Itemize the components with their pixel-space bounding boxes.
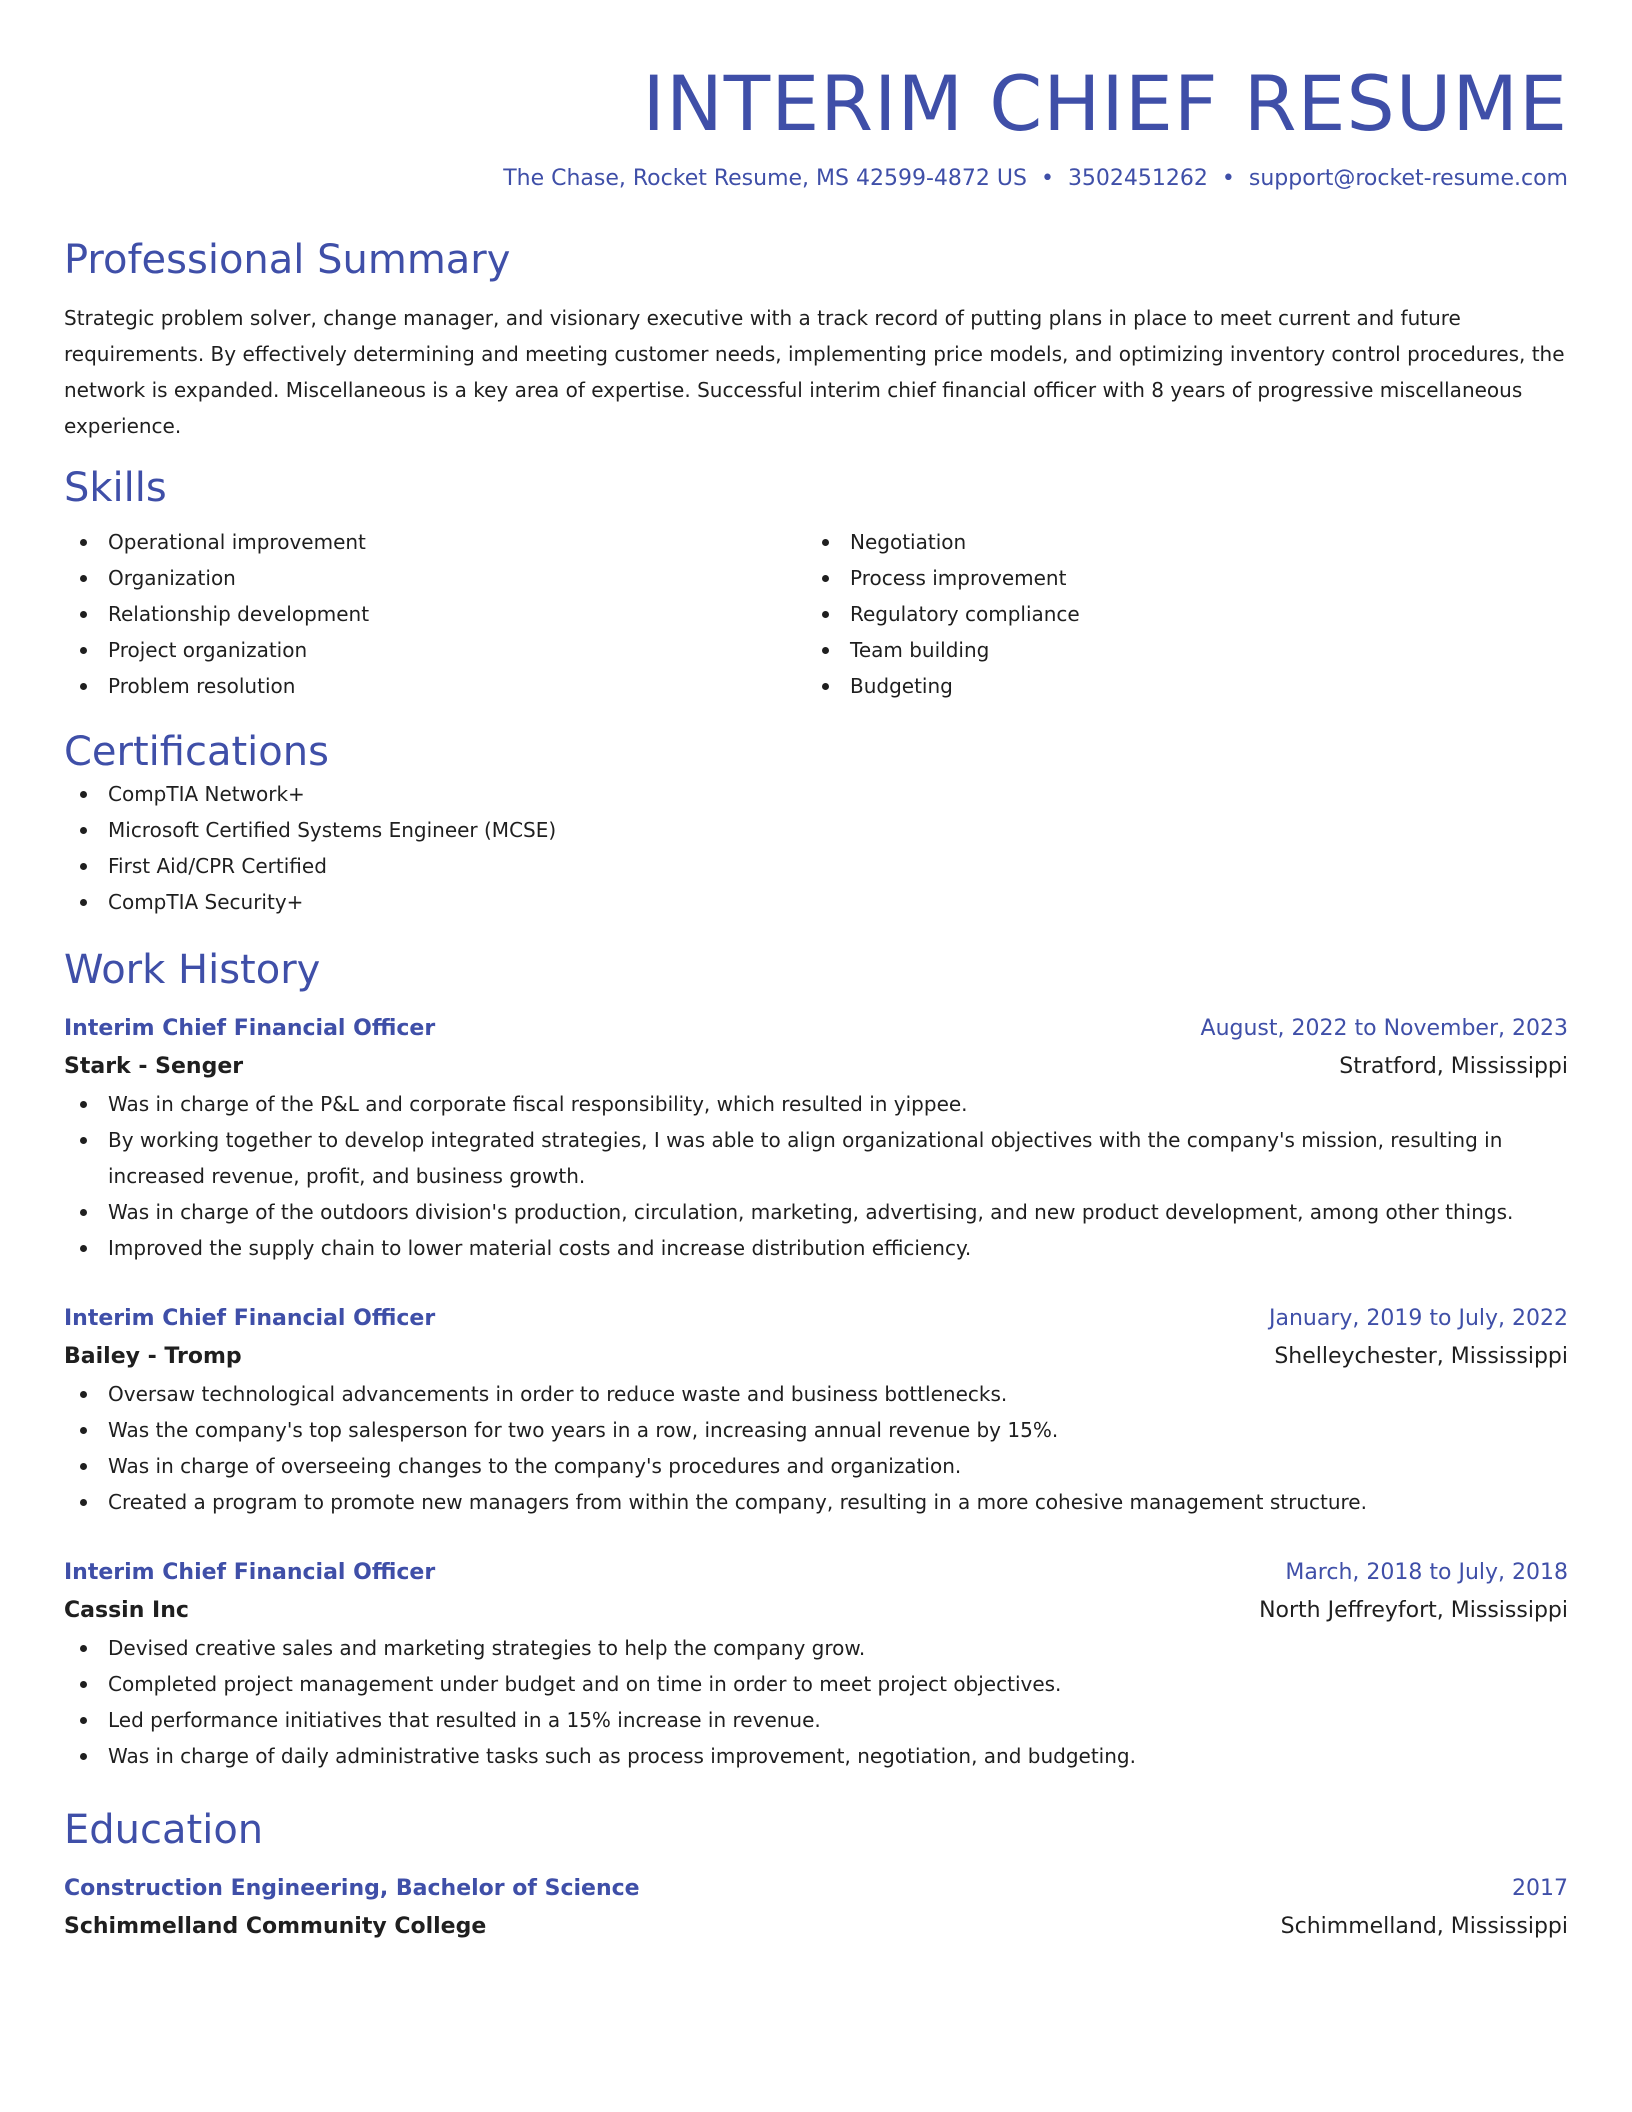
job-entry [64,1010,1568,1266]
job-entry [64,1554,1568,1774]
certification-item: First Aid/CPR Certified [64,848,1568,884]
job-employer-row [64,1338,1568,1376]
certification-item: CompTIA Network+ [64,776,1568,812]
work-history-heading: Work History [64,947,321,993]
job-dates: March, 2018 to July, 2018 [1285,1560,1568,1585]
skills-column-left [64,524,806,704]
skill-item: Team building [806,632,1548,668]
education-heading: Education [64,1807,264,1853]
education-year: 2017 [1512,1876,1568,1901]
job-title: Interim Chief Financial Officer [64,1560,436,1585]
skill-item: Process improvement [806,560,1548,596]
job-dates: January, 2019 to July, 2022 [1269,1306,1568,1331]
job-location: North Jeffreyfort, Mississippi [1259,1598,1568,1623]
contact-phone: 3502451262 [1067,166,1208,191]
contact-separator: • [1221,166,1235,191]
job-bullet: Was in charge of overseeing changes to the company's procedures and organization. [64,1448,1568,1484]
skills-list-left [64,524,806,704]
contact-address: The Chase, Rocket Resume, MS 42599-4872 US [503,166,1027,191]
skills-heading: Skills [64,465,167,511]
job-employer: Cassin Inc [64,1598,189,1623]
skill-item: Problem resolution [64,668,806,704]
education-degree: Construction Engineering, Bachelor of Science [64,1876,640,1901]
contact-separator: • [1040,166,1054,191]
education-school-row [64,1908,1568,1946]
job-bullet: Led performance initiatives that resulted in a 15% increase in revenue. [64,1702,1568,1738]
certification-item: Microsoft Certified Systems Engineer (MCSE) [64,812,1568,848]
job-bullet: Devised creative sales and marketing strategies to help the company grow. [64,1630,1568,1666]
job-bullet: Completed project management under budget and on time in order to meet project objectives. [64,1666,1568,1702]
job-entry [64,1300,1568,1520]
job-bullets [64,1086,1568,1266]
job-bullets [64,1376,1568,1520]
job-bullet: Oversaw technological advancements in order to reduce waste and business bottlenecks. [64,1376,1568,1412]
job-title: Interim Chief Financial Officer [64,1306,436,1331]
education-entry [64,1870,1568,1946]
job-bullet: Improved the supply chain to lower material costs and increase distribution efficiency. [64,1230,1568,1266]
job-employer: Stark - Senger [64,1054,244,1079]
job-bullet: By working together to develop integrated strategies, I was able to align organizational objectives with the company's mission, resulting in increased revenue, profit, and business growth. [64,1122,1568,1194]
education-location: Schimmelland, Mississippi [1280,1914,1568,1939]
skills-column-right [806,524,1548,704]
job-header-row [64,1300,1568,1338]
education-school: Schimmelland Community College [64,1914,487,1939]
skills-list-right [806,524,1548,704]
resume-page [64,0,1568,1946]
job-dates: August, 2022 to November, 2023 [1200,1016,1568,1041]
job-bullet: Was in charge of the outdoors division's production, circulation, marketing, advertising, and new product development, among other things. [64,1194,1568,1230]
job-header-row [64,1010,1568,1048]
job-title: Interim Chief Financial Officer [64,1016,436,1041]
education-degree-row [64,1870,1568,1908]
skill-item: Operational improvement [64,524,806,560]
skill-item: Regulatory compliance [806,596,1548,632]
job-bullet: Was in charge of the P&L and corporate fiscal responsibility, which resulted in yippee. [64,1086,1568,1122]
skill-item: Negotiation [806,524,1548,560]
contact-email[interactable]: support@rocket-resume.com [1248,166,1568,191]
skill-item: Organization [64,560,806,596]
job-employer-row [64,1592,1568,1630]
certification-item: CompTIA Security+ [64,884,1568,920]
summary-heading: Professional Summary [64,237,511,283]
job-employer-row [64,1048,1568,1086]
job-location: Stratford, Mississippi [1339,1054,1568,1079]
certifications-heading: Certifications [64,729,329,775]
skill-item: Budgeting [806,668,1548,704]
job-bullet: Created a program to promote new managers from within the company, resulting in a more cohesive management structure. [64,1484,1568,1520]
summary-text: Strategic problem solver, change manager, and visionary executive with a track record of putting plans in place to meet current and future requirements. By effectively determining and meeting customer needs, implementing price models, and optimizing inventory control procedures, the network is expanded. Miscellaneous is a key area of expertise. Successful interim chief financial officer with 8 years of progressive miscellaneous experience. [64,306,1565,438]
skill-item: Relationship development [64,596,806,632]
job-employer: Bailey - Tromp [64,1344,242,1369]
certifications-list [64,776,1568,920]
resume-name: INTERIM CHIEF RESUME [642,59,1568,148]
job-bullet: Was in charge of daily administrative tasks such as process improvement, negotiation, and budgeting. [64,1738,1568,1774]
job-bullets [64,1630,1568,1774]
skill-item: Project organization [64,632,806,668]
job-bullet: Was the company's top salesperson for two years in a row, increasing annual revenue by 15%. [64,1412,1568,1448]
contact-line [64,164,1568,194]
job-header-row [64,1554,1568,1592]
skills-grid [64,524,1568,704]
job-location: Shelleychester, Mississippi [1274,1344,1568,1369]
